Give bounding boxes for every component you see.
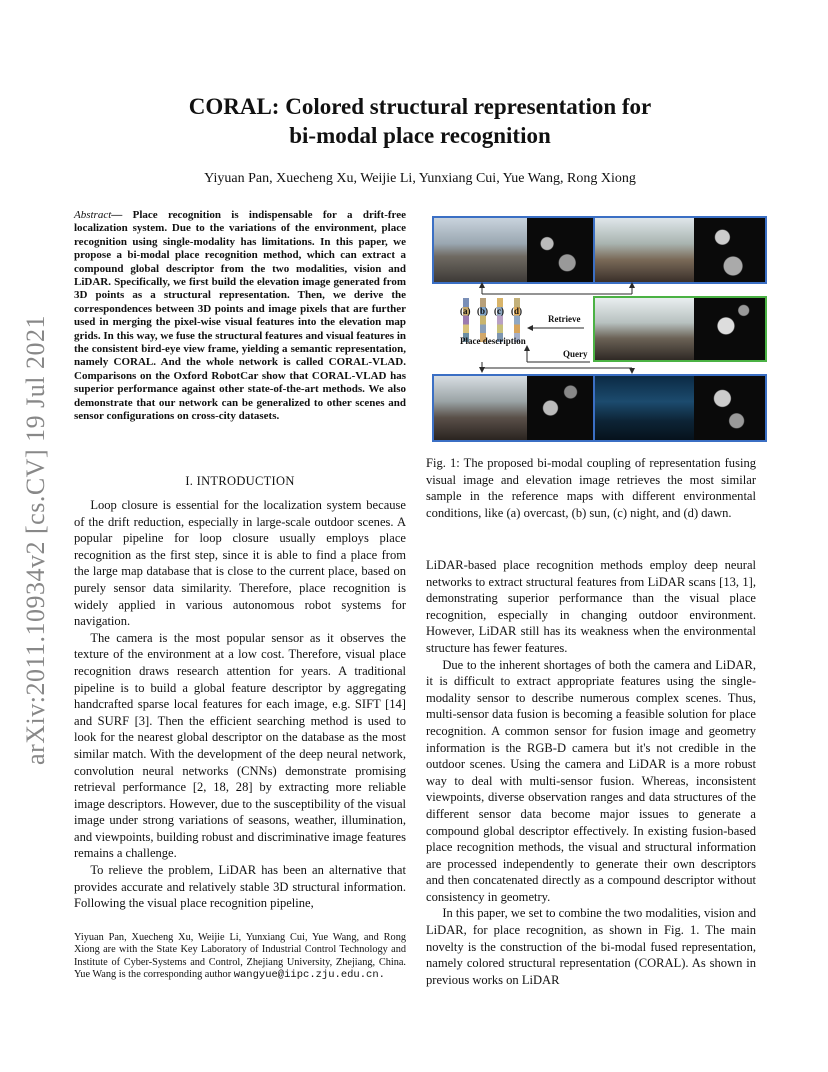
- author-list: Yiyuan Pan, Xuecheng Xu, Weijie Li, Yunxiang Cui, Yue Wang, Rong Xiong: [204, 171, 636, 186]
- intro-paragraph-3: To relieve the problem, LiDAR has been an alternative that provides accurate and relatively stable 3D structural information. Following the visual place recognition pipeline,: [74, 863, 406, 911]
- footnote-email[interactable]: wangyue@iipc.zju.edu.cn.: [233, 969, 385, 982]
- label-c: (c): [494, 306, 504, 316]
- query-label: Query: [563, 349, 588, 359]
- right-column-body: [426, 557, 756, 988]
- footnote-text: Yiyuan Pan, Xuecheng Xu, Weijie Li, Yunxiang Cui, Yue Wang, and Rong Xiong are with the State Key Laboratory of Industrial Control Technology and Institute of Cyber-Systems and Control, Zhejiang University, Zhejiang, China. Yue Wang is the corresponding author: [74, 932, 406, 981]
- place-description-label: Place description: [460, 336, 526, 346]
- section-heading-introduction: I. INTRODUCTION: [185, 474, 295, 488]
- left-column-body: [74, 497, 406, 912]
- figure-1-caption: Fig. 1: The proposed bi-modal coupling of representation fusing visual image and elevation image retrieves the most similar sample in the reference maps with different environmental conditions, like (a) overcast, (b) sun, (c) night, and (d) dawn.: [426, 456, 756, 520]
- right-paragraph-2: Due to the inherent shortages of both the camera and LiDAR, it is difficult to extract appropriate features using the single-modality sensor to describe numerous complex scenes. Thus, multi-sensor data fusion is becoming a feasible solution for place recognition. A common sensor for fusion image and geometry information is the RGB-D camera but it's not credible in the outdoor scenes. Using the camera and LiDAR is a more robust way to deal with multi-sensor fusion. Whereas, inconsistent viewpoints, diverse observation ranges and data structures of the different sensor data become major issues to generate a compound global descriptor effectively. In existing fusion-based place recognition methods, the visual and structural information are processed independently to generate their own descriptors and then concatenated directly as a compound descriptor without consistency in geometry.: [426, 657, 756, 904]
- label-a: (a): [460, 306, 471, 316]
- paper-title: [100, 92, 740, 150]
- figure-arrows: [432, 216, 766, 440]
- figure-1: [432, 216, 766, 440]
- abstract-text: — Place recognition is indispensable for a drift-free localization system. Due to the variations of the environment, place recognition using single-modality has limitations. In this paper, we propose a bi-modal place recognition method, which can extract a compound global descriptor from the two modalities, vision and LiDAR. Specifically, we first build the elevation image generated from 3D points as a structural representation. Then, we derive the correspondences between 3D points and image pixels that are further used in merging the pixel-wise visual features into the elevation map grids. In this way, we fuse the structural features and visual features in the consistent bird-eye view frame, yielding a semantic representation, namely CORAL. And the whole network is called CORAL-VLAD. Comparisons on the Oxford RobotCar show that CORAL-VLAD has superior performance against other state-of-the-art methods. We also demonstrate that our network can be generalized to other scenes and sensor configurations on cross-city datasets.: [74, 209, 406, 423]
- author-footnote: [74, 932, 406, 982]
- right-paragraph-3: In this paper, we set to combine the two modalities, vision and LiDAR, for place recognition, as shown in Fig. 1. The main novelty is the construction of the bi-modal fused representation, namely colored structural representation (CORAL). As shown in previous works on LiDAR: [426, 906, 756, 987]
- title-line-2: bi-modal place recognition: [289, 123, 551, 148]
- abstract-lead: Abstract: [74, 209, 112, 221]
- abstract: [74, 209, 406, 424]
- retrieve-label: Retrieve: [548, 314, 581, 324]
- intro-paragraph-2: The camera is the most popular sensor as it observes the texture of the environment at a low cost. Therefore, visual place recognition draws research attention for years. A traditional pipeline is to build a global feature descriptor by aggregating handcrafted sparse local features for each image, e.g. SIFT [14] and SURF [3]. Then the efficient searching method is used to look for the nearest global descriptor on the database as the most similar match. With the development of the deep neural network, convolution neural networks (CNNs) demonstrate promising retrieval performance [2, 18, 28] by extracting more reliable image descriptors. However, due to the susceptibility of the visual image under strong variations of seasons, weather, illumination, and viewpoints, building robust and discriminative image features remains a challenge.: [74, 630, 406, 861]
- label-d: (d): [511, 306, 522, 316]
- right-paragraph-1: LiDAR-based place recognition methods employ deep neural networks to extract structural features from LiDAR scans [13, 1], demonstrating superior performance than the visual place recognition, especially in changing outdoor environment. However, LiDAR still has its weakness when the environmental structure has fewer features.: [426, 558, 756, 655]
- title-line-1: CORAL: Colored structural representation for: [188, 94, 652, 119]
- intro-paragraph-1: Loop closure is essential for the localization system because of the drift reduction, especially in large-scale outdoor scenes. A popular pipeline for loop closure usually employs place recognition as the first step, since it is able to find a place from the large map database that is close to the current place, based on purely sensor data similarity. Therefore, place recognition is widely applied in various autonomous robot systems for navigation.: [74, 498, 406, 629]
- label-b: (b): [477, 306, 488, 316]
